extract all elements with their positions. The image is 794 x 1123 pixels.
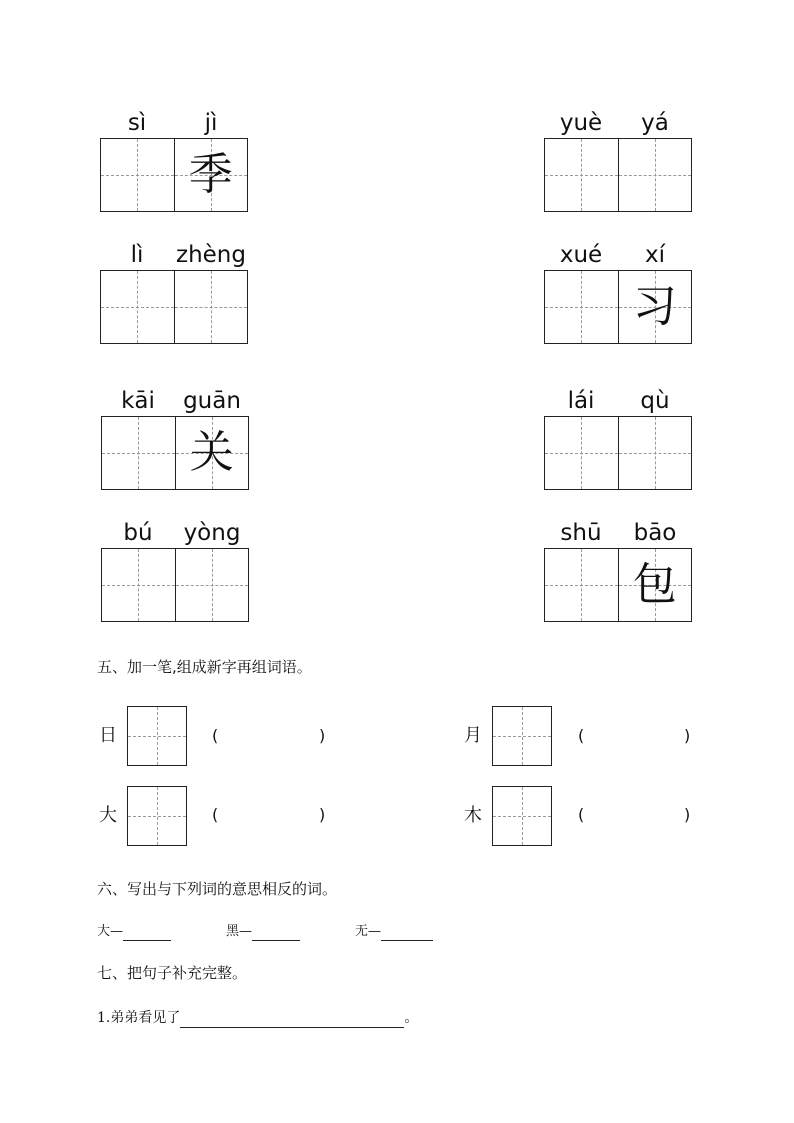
given-char: 季 — [188, 149, 233, 200]
new-char-box[interactable] — [127, 786, 187, 846]
pinyin-row — [101, 518, 249, 548]
given-char — [619, 417, 692, 489]
given-char — [545, 271, 618, 343]
word-answer-field[interactable] — [590, 803, 682, 827]
given-char — [102, 417, 175, 489]
antonym-word: 大— — [97, 924, 124, 939]
given-char — [101, 139, 174, 211]
given-char — [175, 271, 248, 343]
writing-cell[interactable] — [174, 271, 248, 343]
pinyin: zhèng — [176, 242, 246, 268]
antonym-item — [97, 923, 171, 941]
antonym-blank[interactable] — [252, 926, 300, 941]
writing-cell[interactable] — [102, 549, 175, 621]
given-char — [545, 417, 618, 489]
sentence-prefix: 1.弟弟看见了 — [97, 1010, 181, 1026]
pinyin-row — [100, 240, 248, 270]
pinyin: guān — [183, 388, 241, 414]
pinyin-row — [544, 240, 692, 270]
base-char-yue: 月 — [464, 725, 482, 746]
pinyin-row — [544, 386, 692, 416]
pinyin: xué — [559, 242, 603, 268]
paren-open: ( — [578, 805, 585, 824]
antonym-word: 无— — [355, 924, 382, 939]
pinyin: sì — [127, 110, 147, 136]
pinyin: yòng — [183, 520, 241, 546]
writing-cell[interactable] — [102, 417, 175, 489]
sentence-blank[interactable] — [180, 1012, 404, 1028]
antonym-item — [355, 923, 433, 941]
given-char: 关 — [189, 427, 234, 478]
tianzige-grid — [544, 416, 692, 490]
given-char — [545, 549, 618, 621]
writing-cell[interactable] — [618, 271, 692, 343]
tianzige-grid — [544, 548, 692, 622]
pinyin: yá — [641, 110, 669, 136]
tianzige-grid — [101, 416, 249, 490]
antonym-item — [226, 923, 300, 941]
section-7-title: 七、把句子补充完整。 — [97, 964, 248, 982]
new-char-box[interactable] — [492, 706, 552, 766]
pinyin: xí — [644, 242, 665, 268]
writing-cell[interactable] — [545, 417, 618, 489]
paren-open: ( — [212, 726, 219, 745]
pinyin: shū — [560, 520, 602, 546]
paren-close: ) — [684, 726, 691, 745]
sentence-item — [97, 1008, 418, 1028]
pinyin: qù — [640, 388, 670, 414]
paren-close: ) — [319, 726, 326, 745]
new-char-box[interactable] — [492, 786, 552, 846]
writing-cell[interactable] — [618, 417, 692, 489]
pinyin-row — [544, 108, 692, 138]
pinyin: kāi — [121, 388, 155, 414]
pinyin: lái — [567, 388, 595, 414]
writing-cell[interactable] — [545, 549, 618, 621]
section-6-title: 六、写出与下列词的意思相反的词。 — [97, 880, 338, 898]
pinyin: yuè — [559, 110, 603, 136]
writing-cell[interactable] — [174, 139, 248, 211]
new-char-box[interactable] — [127, 706, 187, 766]
pinyin: bú — [123, 520, 153, 546]
tianzige-grid — [100, 138, 248, 212]
pinyin-row — [544, 518, 692, 548]
tianzige-grid — [100, 270, 248, 344]
writing-cell[interactable] — [101, 139, 174, 211]
antonym-blank[interactable] — [381, 926, 433, 941]
tianzige-grid — [101, 548, 249, 622]
given-char: 习 — [632, 281, 677, 332]
writing-cell[interactable] — [618, 139, 692, 211]
tianzige-grid — [544, 270, 692, 344]
given-char — [102, 549, 175, 621]
pinyin: bāo — [633, 520, 677, 546]
section-5-title: 五、加一笔,组成新字再组词语。 — [97, 658, 312, 676]
given-char — [619, 139, 692, 211]
word-answer-field[interactable] — [590, 724, 682, 748]
given-char: 包 — [632, 559, 677, 610]
sentence-suffix: 。 — [404, 1010, 419, 1026]
given-char — [101, 271, 174, 343]
paren-close: ) — [684, 805, 691, 824]
paren-open: ( — [578, 726, 585, 745]
pinyin: lì — [130, 242, 144, 268]
writing-cell[interactable] — [545, 139, 618, 211]
pinyin-row — [100, 108, 248, 138]
paren-close: ) — [319, 805, 326, 824]
base-char-mu: 木 — [464, 805, 482, 826]
given-char — [545, 139, 618, 211]
word-answer-field[interactable] — [224, 724, 316, 748]
word-answer-field[interactable] — [224, 803, 316, 827]
base-char-ri: 日 — [99, 725, 117, 746]
writing-cell[interactable] — [618, 549, 692, 621]
antonym-blank[interactable] — [123, 926, 171, 941]
writing-cell[interactable] — [101, 271, 174, 343]
given-char — [176, 549, 249, 621]
writing-cell[interactable] — [545, 271, 618, 343]
pinyin: jì — [204, 110, 218, 136]
tianzige-grid — [544, 138, 692, 212]
antonym-word: 黑— — [226, 924, 253, 939]
paren-open: ( — [212, 805, 219, 824]
writing-cell[interactable] — [175, 549, 249, 621]
pinyin-row — [101, 386, 249, 416]
writing-cell[interactable] — [175, 417, 249, 489]
base-char-da: 大 — [99, 805, 117, 826]
